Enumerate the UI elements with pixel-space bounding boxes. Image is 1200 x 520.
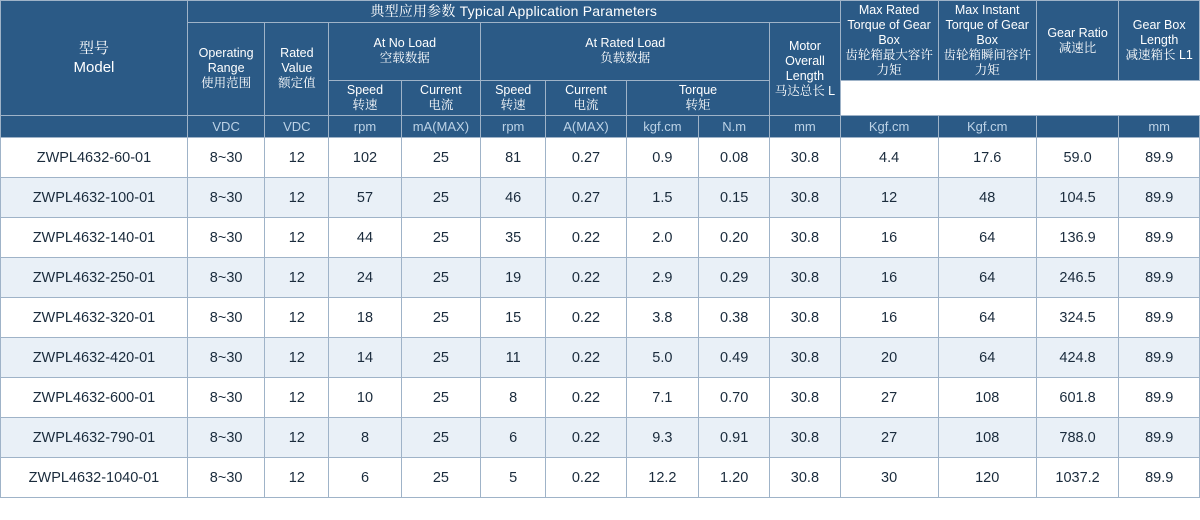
cell-max-instant-torque: 64 [938,258,1036,298]
cell-nl-speed: 44 [329,218,401,258]
header-max-instant-torque-cn: 齿轮箱瞬间容许力矩 [943,48,1031,77]
cell-max-rated-torque: 27 [840,418,938,458]
unit-rated-load-current: A(MAX) [546,116,627,138]
cell-rl-current: 0.22 [546,458,627,498]
header-rated-load-current [546,81,627,116]
cell-rl-current: 0.22 [546,418,627,458]
cell-motor-length: 30.8 [770,418,840,458]
unit-max-rated-torque: Kgf.cm [840,116,938,138]
cell-model: ZWPL4632-790-01 [1,418,188,458]
header-typical-application-parameters: 典型应用参数 Typical Application Parameters [187,1,840,23]
cell-max-rated-torque: 27 [840,378,938,418]
cell-nl-speed: 6 [329,458,401,498]
cell-gear-ratio: 59.0 [1036,138,1119,178]
cell-max-rated-torque: 4.4 [840,138,938,178]
header-gear-box-length-cn: 减速箱长 L1 [1125,48,1193,62]
cell-gear-ratio: 788.0 [1036,418,1119,458]
cell-voltage-range: 8~30 [187,178,264,218]
cell-rated-voltage: 12 [265,258,329,298]
cell-motor-length: 30.8 [770,178,840,218]
unit-max-instant-torque: Kgf.cm [938,116,1036,138]
table-row [1,298,1200,338]
header-model-cn: 型号 [78,39,109,57]
unit-gear-box-length: mm [1119,116,1200,138]
cell-model: ZWPL4632-320-01 [1,298,188,338]
cell-gear-box-length: 89.9 [1119,338,1200,378]
cell-nl-speed: 8 [329,418,401,458]
table-row [1,218,1200,258]
cell-torque-nm: 0.29 [699,258,770,298]
cell-nl-current: 25 [401,298,481,338]
cell-max-instant-torque: 48 [938,178,1036,218]
table-body [1,138,1200,498]
header-motor-overall-length-en: Motor Overall Length [785,38,825,83]
cell-gear-box-length: 89.9 [1119,218,1200,258]
cell-max-rated-torque: 12 [840,178,938,218]
cell-torque-nm: 1.20 [699,458,770,498]
cell-rl-speed: 19 [481,258,546,298]
cell-motor-length: 30.8 [770,138,840,178]
cell-max-instant-torque: 64 [938,338,1036,378]
cell-max-rated-torque: 20 [840,338,938,378]
cell-gear-box-length: 89.9 [1119,138,1200,178]
table-row [1,338,1200,378]
header-max-rated-torque [840,1,938,81]
header-gear-ratio [1036,1,1119,81]
cell-motor-length: 30.8 [770,298,840,338]
table-row [1,138,1200,178]
table-row [1,378,1200,418]
cell-gear-box-length: 89.9 [1119,178,1200,218]
cell-rl-speed: 6 [481,418,546,458]
cell-nl-speed: 10 [329,378,401,418]
cell-gear-box-length: 89.9 [1119,458,1200,498]
header-rated-value-cn: 额定值 [278,76,316,91]
cell-nl-current: 25 [401,258,481,298]
table-row [1,458,1200,498]
cell-nl-speed: 102 [329,138,401,178]
cell-motor-length: 30.8 [770,338,840,378]
cell-rl-current: 0.22 [546,338,627,378]
unit-no-load-current: mA(MAX) [401,116,481,138]
cell-rl-speed: 8 [481,378,546,418]
cell-rated-voltage: 12 [265,378,329,418]
cell-rated-voltage: 12 [265,338,329,378]
cell-voltage-range: 8~30 [187,258,264,298]
cell-model: ZWPL4632-250-01 [1,258,188,298]
cell-torque-nm: 0.70 [699,378,770,418]
cell-max-rated-torque: 16 [840,218,938,258]
cell-gear-box-length: 89.9 [1119,378,1200,418]
cell-rl-speed: 11 [481,338,546,378]
cell-rl-speed: 81 [481,138,546,178]
header-row-group [1,1,1200,23]
cell-rl-current: 0.27 [546,178,627,218]
cell-voltage-range: 8~30 [187,418,264,458]
header-no-load-speed [329,81,401,116]
cell-rl-current: 0.27 [546,138,627,178]
cell-max-rated-torque: 16 [840,258,938,298]
cell-voltage-range: 8~30 [187,458,264,498]
cell-model: ZWPL4632-60-01 [1,138,188,178]
table-row [1,418,1200,458]
cell-rated-voltage: 12 [265,298,329,338]
cell-rated-voltage: 12 [265,418,329,458]
cell-voltage-range: 8~30 [187,138,264,178]
cell-voltage-range: 8~30 [187,218,264,258]
cell-rl-current: 0.22 [546,218,627,258]
header-rated-load-speed [481,81,546,116]
cell-nl-current: 25 [401,338,481,378]
cell-max-instant-torque: 120 [938,458,1036,498]
unit-model [1,116,188,138]
cell-model: ZWPL4632-420-01 [1,338,188,378]
header-no-load-current-en: Current [420,83,462,97]
cell-rl-current: 0.22 [546,378,627,418]
cell-nl-current: 25 [401,418,481,458]
header-gear-box-length-en: Gear Box Length [1132,18,1186,47]
header-rated-load-current-en: Current [565,83,607,97]
cell-gear-ratio: 601.8 [1036,378,1119,418]
cell-nl-speed: 57 [329,178,401,218]
cell-torque-kgfcm: 7.1 [626,378,698,418]
cell-torque-kgfcm: 1.5 [626,178,698,218]
cell-torque-nm: 0.91 [699,418,770,458]
unit-torque-kgfcm: kgf.cm [626,116,698,138]
cell-model: ZWPL4632-100-01 [1,178,188,218]
cell-torque-nm: 0.08 [699,138,770,178]
header-operating-range-en: Operating Range [198,46,254,76]
cell-rl-speed: 46 [481,178,546,218]
cell-torque-nm: 0.15 [699,178,770,218]
cell-gear-ratio: 324.5 [1036,298,1119,338]
header-operating-range-cn: 使用范围 [201,76,252,91]
header-rated-load-current-cn: 电流 [573,98,599,112]
cell-torque-kgfcm: 12.2 [626,458,698,498]
header-gear-ratio-cn: 减速比 [1058,40,1097,55]
cell-gear-ratio: 136.9 [1036,218,1119,258]
cell-motor-length: 30.8 [770,378,840,418]
header-rated-load-speed-cn: 转速 [500,98,526,112]
cell-torque-kgfcm: 2.0 [626,218,698,258]
cell-voltage-range: 8~30 [187,378,264,418]
header-motor-overall-length [770,22,840,115]
header-motor-overall-length-cn: 马达总长 L [774,83,836,98]
header-row-units [1,116,1200,138]
cell-nl-current: 25 [401,378,481,418]
header-operating-range [187,22,264,115]
cell-max-rated-torque: 16 [840,298,938,338]
unit-gear-ratio [1036,116,1119,138]
cell-gear-box-length: 89.9 [1119,258,1200,298]
cell-rated-voltage: 12 [265,218,329,258]
header-at-rated-load-en: At Rated Load [585,36,666,51]
unit-no-load-speed: rpm [329,116,401,138]
header-no-load-current-cn: 电流 [428,98,454,112]
header-no-load-current [401,81,481,116]
cell-torque-nm: 0.20 [699,218,770,258]
header-no-load-speed-en: Speed [346,83,384,97]
cell-motor-length: 30.8 [770,258,840,298]
unit-rated-load-speed: rpm [481,116,546,138]
header-torque-cn: 转矩 [685,98,711,112]
cell-nl-current: 25 [401,178,481,218]
unit-torque-nm: N.m [699,116,770,138]
header-model [1,1,188,116]
table-header [1,1,1200,138]
cell-gear-ratio: 424.8 [1036,338,1119,378]
header-at-no-load-en: At No Load [373,36,437,51]
cell-gear-ratio: 104.5 [1036,178,1119,218]
cell-max-instant-torque: 64 [938,218,1036,258]
cell-torque-kgfcm: 2.9 [626,258,698,298]
cell-nl-speed: 14 [329,338,401,378]
cell-voltage-range: 8~30 [187,338,264,378]
table-row [1,258,1200,298]
header-torque-en: Torque [678,83,718,97]
unit-motor-length: mm [770,116,840,138]
cell-max-rated-torque: 30 [840,458,938,498]
table-row [1,178,1200,218]
cell-motor-length: 30.8 [770,218,840,258]
unit-voltage-range: VDC [187,116,264,138]
header-max-rated-torque-en: Max Rated Torque of Gear Box [847,3,931,47]
cell-rl-speed: 35 [481,218,546,258]
cell-max-instant-torque: 108 [938,378,1036,418]
header-rated-value [265,22,329,115]
cell-torque-nm: 0.38 [699,298,770,338]
cell-nl-current: 25 [401,218,481,258]
header-at-rated-load-cn: 负载数据 [600,51,651,66]
cell-voltage-range: 8~30 [187,298,264,338]
header-rated-load-speed-en: Speed [495,83,532,97]
cell-nl-speed: 18 [329,298,401,338]
header-torque [626,81,770,116]
cell-gear-ratio: 246.5 [1036,258,1119,298]
cell-torque-kgfcm: 5.0 [626,338,698,378]
cell-gear-box-length: 89.9 [1119,298,1200,338]
cell-nl-current: 25 [401,138,481,178]
cell-motor-length: 30.8 [770,458,840,498]
cell-rl-current: 0.22 [546,298,627,338]
header-at-rated-load [481,22,770,80]
header-rated-value-en: Rated Value [280,46,314,76]
unit-rated-voltage: VDC [265,116,329,138]
cell-rated-voltage: 12 [265,458,329,498]
header-max-instant-torque [938,1,1036,81]
cell-model: ZWPL4632-140-01 [1,218,188,258]
cell-nl-current: 25 [401,458,481,498]
cell-torque-kgfcm: 9.3 [626,418,698,458]
header-max-rated-torque-cn: 齿轮箱最大容许力矩 [845,48,933,77]
cell-torque-nm: 0.49 [699,338,770,378]
cell-nl-speed: 24 [329,258,401,298]
cell-gear-box-length: 89.9 [1119,418,1200,458]
header-max-instant-torque-en: Max Instant Torque of Gear Box [945,3,1029,47]
cell-rated-voltage: 12 [265,178,329,218]
header-no-load-speed-cn: 转速 [352,98,378,112]
header-model-en: Model [73,59,115,76]
cell-max-instant-torque: 64 [938,298,1036,338]
cell-rl-current: 0.22 [546,258,627,298]
cell-max-instant-torque: 108 [938,418,1036,458]
cell-max-instant-torque: 17.6 [938,138,1036,178]
header-at-no-load-cn: 空载数据 [379,51,430,66]
header-at-no-load [329,22,481,80]
cell-torque-kgfcm: 3.8 [626,298,698,338]
cell-gear-ratio: 1037.2 [1036,458,1119,498]
header-gear-ratio-en: Gear Ratio [1047,25,1108,40]
cell-rl-speed: 15 [481,298,546,338]
cell-model: ZWPL4632-600-01 [1,378,188,418]
cell-model: ZWPL4632-1040-01 [1,458,188,498]
header-gear-box-length [1119,1,1200,81]
cell-rated-voltage: 12 [265,138,329,178]
cell-rl-speed: 5 [481,458,546,498]
cell-torque-kgfcm: 0.9 [626,138,698,178]
